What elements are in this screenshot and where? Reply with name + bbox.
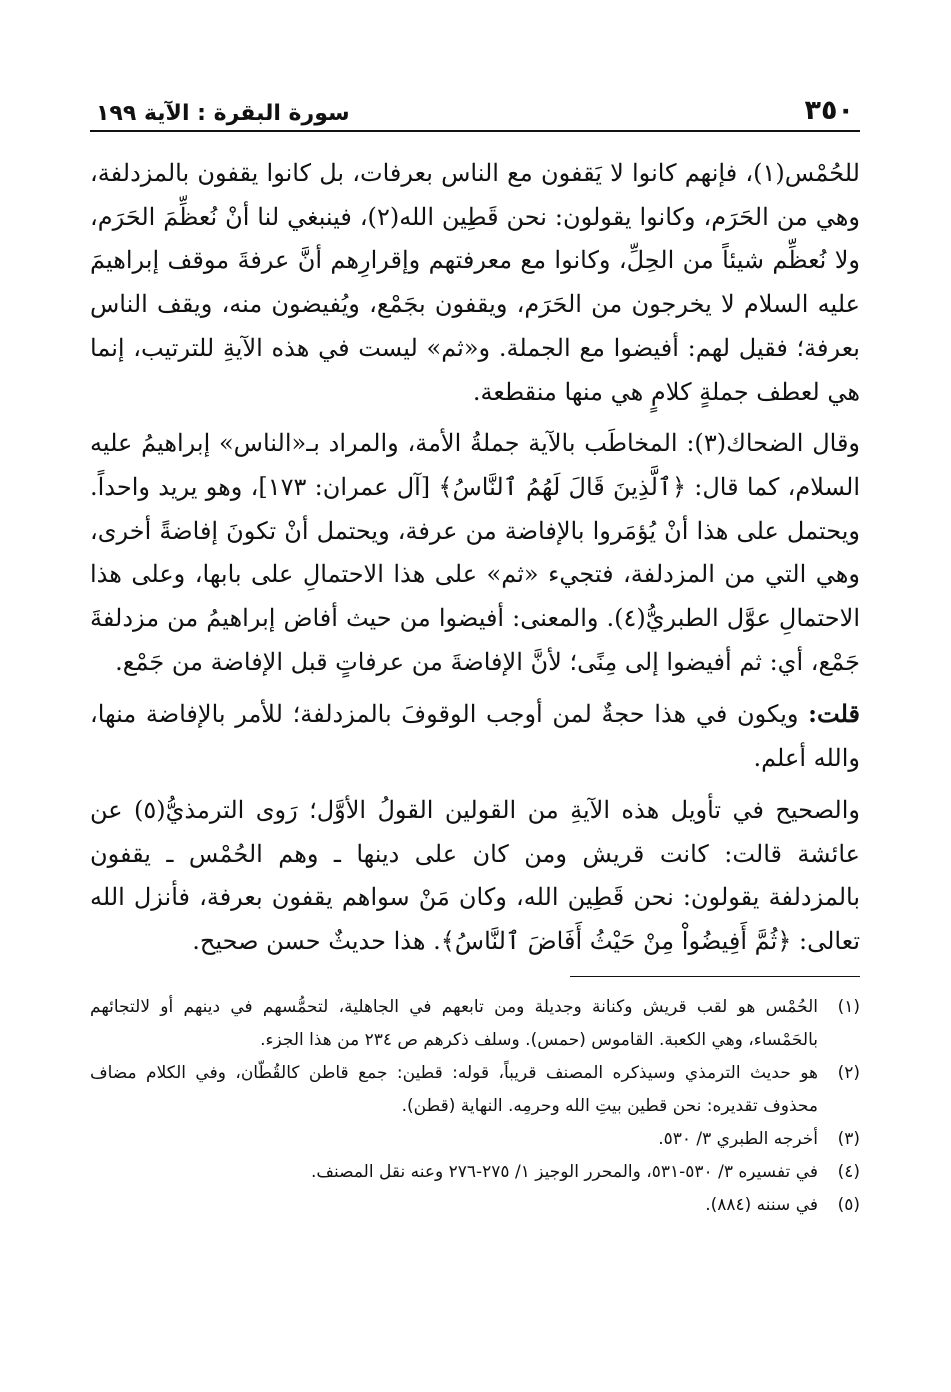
footnote-text: الحُمْس هو لقب قريش وكنانة وجديلة ومن تابعهم في الجاهلية، لتحمُّسهم في دينهم أو لالتجائهم بالحَمْساء، وهي الكعبة. القاموس (حمس). وسلف ذكرهم ص ٢٣٤ من هذا الجزء.	[90, 996, 818, 1050]
footnote-number: (١)	[837, 996, 860, 1017]
footnote	[90, 1057, 860, 1123]
header-divider	[90, 130, 860, 132]
footnote-number: (٣)	[837, 1128, 860, 1149]
footnote	[90, 991, 860, 1057]
footnote-number: (٥)	[837, 1194, 860, 1215]
footnote-number: (٤)	[837, 1161, 860, 1182]
page-header	[90, 86, 860, 126]
qultu-lead: قلت:	[808, 699, 860, 729]
paragraph-text: ويكون في هذا حجةٌ لمن أوجب الوقوفَ بالمزدلفة؛ للأمر بالإفاضة منها، والله أعلم.	[90, 700, 860, 773]
page-number: ٣٥٠	[804, 95, 854, 126]
surah-title: سورة البقرة : الآية ١٩٩	[96, 101, 350, 126]
footnote-divider	[570, 976, 860, 977]
paragraph: للحُمْس(١)، فإنهم كانوا لا يَقفون مع الناس بعرفات، بل كانوا يقفون بالمزدلفة، وهي من الحَرَم، وكانوا يقولون: نحن قَطِين الله(٢)، فينبغي لنا أنْ نُعظِّمَ الحَرَم، ولا نُعظِّم شيئاً من الحِلِّ، وكانوا مع معرفتهم وإقرارِهم أنَّ عرفةَ موقف إبراهيمَ عليه السلام لا يخرجون من الحَرَم، ويقفون بجَمْع، ويُفيضون منه، ويقف الناس بعرفة؛ فقيل لهم: أفيضوا مع الجملة. و«ثم» ليست في هذه الآيةِ للترتيب، إنما هي لعطف جملةٍ كلامٍ هي منها منقطعة.	[90, 159, 860, 406]
footnote-number: (٢)	[837, 1062, 860, 1083]
main-text	[90, 152, 860, 964]
footnote-text: في تفسيره ٣/ ٥٣٠-٥٣١، والمحرر الوجيز ١/ ٢٧٥-٢٧٦ وعنه نقل المصنف.	[310, 1161, 818, 1182]
footnote	[90, 1123, 860, 1156]
footnote-text: هو حديث الترمذي وسيذكره المصنف قريباً، قوله: قطين: جمع قاطن كالقُطّان، وفي الكلام مضاف محذوف تقديره: نحن قطين بيتِ الله وحرمِه. النهاية (قطن).	[90, 1062, 818, 1116]
footnote	[90, 1189, 860, 1222]
footnote-text: في سننه (٨٨٤).	[705, 1194, 818, 1215]
book-page	[90, 86, 860, 1222]
paragraph: وقال الضحاك(٣): المخاطَب بالآية جملةُ الأمة، والمراد بـ«الناس» إبراهيمُ عليه السلام، كما قال: ﴿ٱلَّذِينَ قَالَ لَهُمُ ٱلنَّاسُ﴾ [آل عمران: ١٧٣]، وهو يريد واحداً. ويحتمل على هذا أنْ يُؤمَروا بالإفاضة من عرفة، ويحتمل أنْ تكونَ إفاضةً أخرى، وهي التي من المزدلفة، فتجيء «ثم» على هذا الاحتمالِ على بابها، وعلى هذا الاحتمالِ عوَّل الطبريُّ(٤). والمعنى: أفيضوا من حيث أفاض إبراهيمُ من مزدلفةَ جَمْع، أي: ثم أفيضوا إلى مِنًى؛ لأنَّ الإفاضةَ من عرفاتٍ قبل الإفاضة من جَمْع.	[90, 429, 861, 676]
footnotes	[90, 991, 860, 1222]
footnote-text: أخرجه الطبري ٣/ ٥٣٠.	[658, 1128, 818, 1149]
footnote	[90, 1156, 860, 1189]
paragraph	[90, 692, 860, 780]
paragraph: والصحيح في تأويل هذه الآيةِ من القولين القولُ الأوَّل؛ رَوى الترمذيُّ(٥) عن عائشة قالت: كانت قريش ومن كان على دينها ـ وهم الحُمْس ـ يقفون بالمزدلفة يقولون: نحن قَطِين الله، وكان مَنْ سواهم يقفون بعرفة، فأنزل الله تعالى: ﴿ثُمَّ أَفِيضُواْ مِنْ حَيْثُ أَفَاضَ ٱلنَّاسُ﴾. هذا حديثٌ حسن صحيح.	[90, 795, 860, 955]
